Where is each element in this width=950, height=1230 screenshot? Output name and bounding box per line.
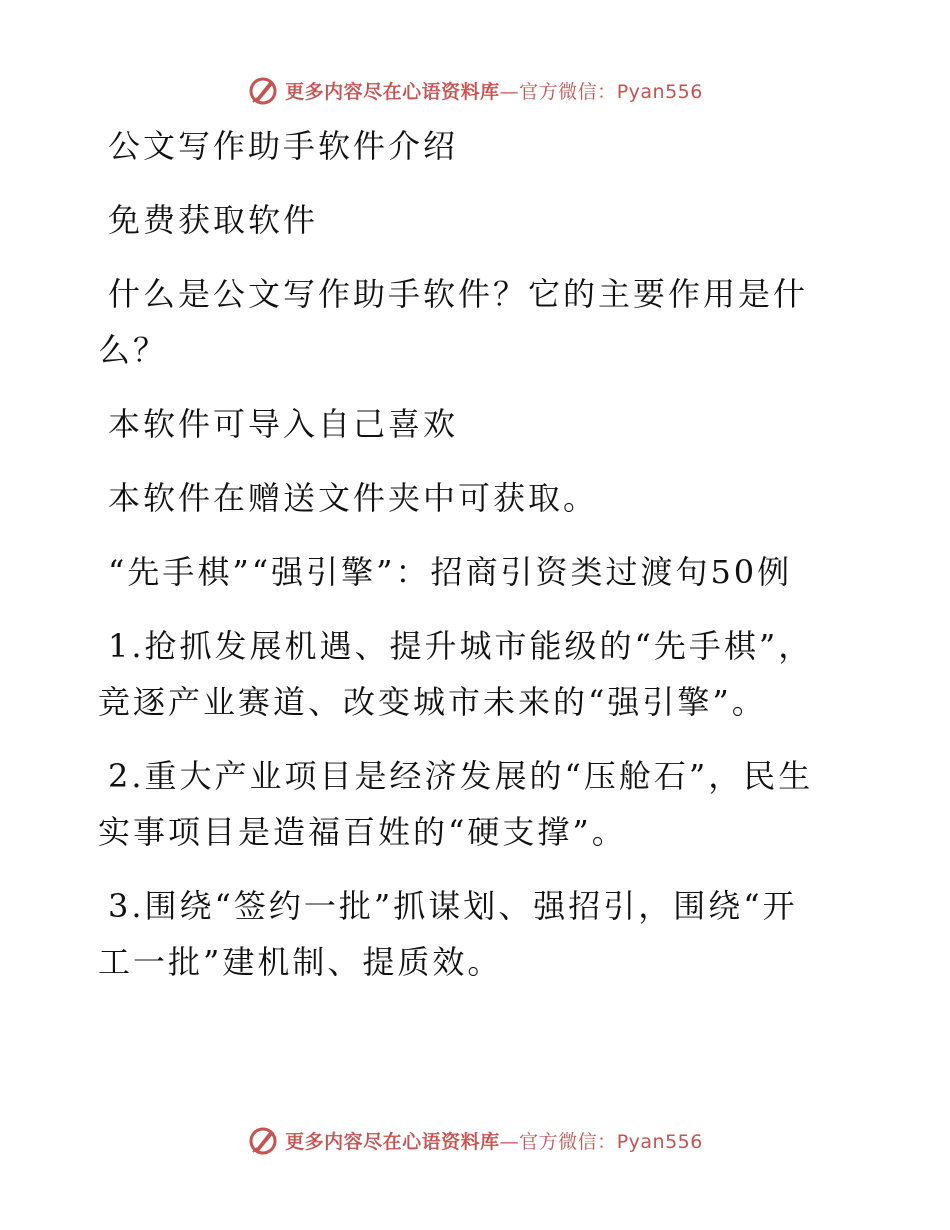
document-body [98, 118, 843, 1008]
watermark-main-text: 更多内容尽在心语资料库 [285, 80, 500, 103]
footer-watermark [0, 1120, 950, 1160]
watermark-group [247, 74, 703, 106]
paragraph-title: 公文写作助手软件介绍 [108, 127, 459, 165]
paragraph-item-3-text: 3.围绕“签约一批”抓谋划、强招引，围绕“开 工一批”建机制、提质效。 [98, 887, 798, 981]
paragraph-item-2-text: 2.重大产业项目是经济发展的“压舱石”，民生 实事项目是造福百姓的“硬支撑”。 [98, 757, 814, 851]
watermark-dash: — [499, 80, 520, 103]
paragraph-question [98, 266, 843, 378]
paragraph-item-1-text: 1.抢抓发展机遇、提升城市能级的“先手棋”， 竞逐产业赛道、改变城市未来的“强引擎”。 [98, 627, 814, 721]
watermark-group [247, 1124, 703, 1156]
watermark-handle: Pyan556 [616, 80, 703, 103]
watermark-handle: Pyan556 [616, 1130, 703, 1153]
watermark-wechat-label: 官方微信： [519, 80, 617, 103]
header-watermark [0, 70, 950, 110]
paragraph-item-2 [98, 748, 843, 860]
watermark-main-text: 更多内容尽在心语资料库 [285, 1130, 500, 1153]
paragraph-question-text: 什么是公文写作助手软件？它的主要作用是什 么？ [98, 275, 809, 369]
paragraph-item-3 [98, 878, 843, 990]
quill-pen-logo-icon [247, 1124, 279, 1156]
watermark-dash: — [499, 1130, 520, 1153]
paragraph-gift-folder: 本软件在赠送文件夹中可获取。 [108, 479, 599, 517]
watermark-text [285, 1127, 703, 1154]
paragraph-free-download: 免费获取软件 [108, 201, 319, 239]
paragraph-section-heading: “先手棋”“强引擎”：招商引资类过渡句50例 [108, 553, 793, 591]
watermark-text [285, 77, 703, 104]
paragraph-import: 本软件可导入自己喜欢 [108, 405, 459, 443]
watermark-wechat-label: 官方微信： [519, 1130, 617, 1153]
quill-pen-logo-icon [247, 74, 279, 106]
paragraph-item-1 [98, 618, 843, 730]
